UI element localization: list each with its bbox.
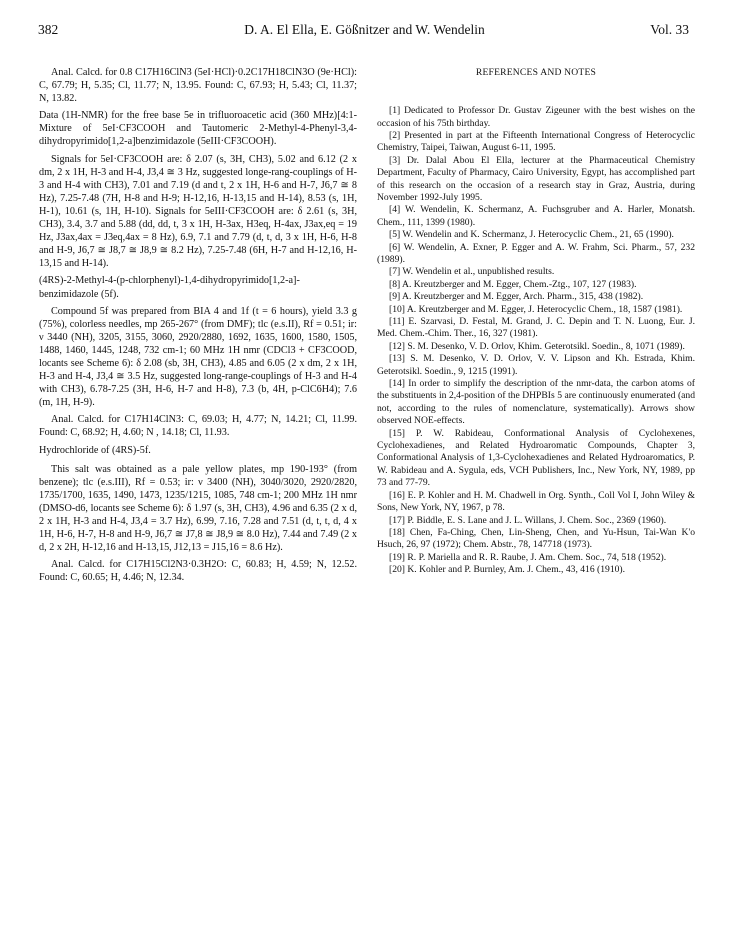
- hydrochloride-heading: Hydrochloride of (4RS)-5f.: [39, 444, 151, 456]
- reference-item: [4] W. Wendelin, K. Schermanz, A. Fuchsgruber and A. Harler, Monatsh. Chem., 111, 1399 (1980).: [377, 204, 695, 228]
- running-authors: D. A. El Ella, E. Gößnitzer and W. Wendelin: [244, 22, 485, 37]
- page-header: [0, 22, 729, 42]
- salt-paragraph: This salt was obtained as a pale yellow plates, mp 190-193° (from benzene); tlc (e.s.III), Rf = 0.53; ir: ν 3400 (NH), 3040/3020, 2920/2820, 1735/1700, 1635, 1490, 1473, 1235/1215, 1085, 748 cm-1; 200 MHz 1H nmr (DMSO-d6, locants see Scheme 6): δ 1.97 (s, 3H, CH3), 4.96 and 6.35 (2 x d, 2 x 1H, H-3 and H-4, J3,4 = 3.7 Hz), 6.99, 7.16, 7.28 and 7.51 (d, t, t, d, 4 x 1H, H-6, H-7, H-8 and H-9, J6,7 ≅ J7,8 ≅ J8,9 ≅ 8.0 Hz), 7.44 and 7.49 (2 x d, 2 x 2H, H-12,16 and H-13,15, J12,13 = J15,16 = 8.6 Hz).: [39, 463, 357, 554]
- reference-item: [7] W. Wendelin et al., unpublished results.: [389, 266, 555, 278]
- nmr-signals-paragraph: Signals for 5eI·CF3COOH are: δ 2.07 (s, 3H, CH3), 5.02 and 6.12 (2 x dm, 2 x 1H, H-3 and H-4, J3,4 ≅ 3 Hz, suggested longe-rang-couplings of H-3 and H-4 with CH3), 7.01 and 7.19 (d and t, 2 x 1H, H-6 and H-7, J6,7 ≅ 8 Hz), 7.25-7.48 (7H, H-8 and H-9; H-12,16, H-13,15 and H-14), 8.53 (s, 1H, H-1), 10.61 (s, 1H, H-10). Signals for 5eIII·CF3COOH are: δ 2.61 (s, 3H, CH3), 3.4, 3.7 and 5.88 (dd, dd, t, 3 x 1H, H-3ax, H3eq, H-4ax, J3ax,eq = 19 Hz, J3ax,4ax = J3eq,4ax = 8 Hz), 6.9, 7.1 and 7.79 (d, t, d, 3 x 1H, H-6, H-8 and H-9, J6,7 ≅ J8,7 ≅ J8,9 ≅ 8.2 Hz), 7.25-7.48 (6H, H-7 and H-12,16, H-13,15 and H-14).: [39, 153, 357, 270]
- left-column: [39, 66, 357, 588]
- references-heading: REFERENCES AND NOTES: [475, 67, 597, 78]
- reference-item: [5] W. Wendelin and K. Schermanz, J. Heterocyclic Chem., 21, 65 (1990).: [389, 229, 674, 241]
- reference-item: [20] K. Kohler and P. Burnley, Am. J. Chem., 43, 416 (1910).: [389, 564, 626, 576]
- reference-item: [8] A. Kreutzberger and M. Egger, Chem.-Ztg., 107, 127 (1983).: [389, 278, 637, 290]
- reference-item: [18] Chen, Fa-Ching, Chen, Lin-Sheng, Chen, and Yu-Hsun, Tai-Wan K'o Hsuch, 26, 97 (1972); Chem. Abstr., 78, 147718 (1973).: [377, 526, 695, 551]
- reference-item: [16] E. P. Kohler and H. M. Chadwell in Org. Synth., Coll Vol I, John Wiley & Sons, New York, NY, 1967, p 78.: [377, 489, 695, 514]
- analysis-5f-paragraph: Anal. Calcd. for C17H14ClN3: C, 69.03; H, 4.77; N, 14.21; Cl, 11.99. Found: C, 68.92; H, 4.60; N , 14.18; Cl, 11.93.: [39, 414, 357, 439]
- nmr-data-heading: Data (1H-NMR) for the free base 5e in trifluoroacetic acid (360 MHz)[4:1-Mixture of 5eI·CF3COOH and Tautomeric 2-Methyl-4-Phenyl-3,4-dihydropyrimido[1,2-a]benzimidazole (5eIII·CF3COOH).: [39, 110, 357, 148]
- reference-item: [17] P. Biddle, E. S. Lane and J. L. Willans, J. Chem. Soc., 2369 (1960).: [389, 514, 667, 526]
- reference-item: [19] R. P. Mariella and R. R. Raube, J. Am. Chem. Soc., 74, 518 (1952).: [389, 551, 667, 563]
- reference-item: [13] S. M. Desenko, V. D. Orlov, V. V. Lipson and Kh. Estrada, Khim. Geterotsikl. Soedin., 9, 1215 (1991).: [377, 353, 695, 377]
- reference-item: [3] Dr. Dalal Abou El Ella, lecturer at the Pharmaceutical Chemistry Department, Faculty of Pharmacy, Cairo University, Egypt, has accomplished part of this research on the occasion of a research stay in Graz, Austria, during November 1992-July 1995.: [377, 154, 695, 203]
- analysis-salt-paragraph: Anal. Calcd. for C17H15Cl2N3·0.3H2O: C, 60.83; H, 4.59; N, 12.52. Found: C, 60.65; H, 4.46; N, 12.34.: [39, 559, 357, 584]
- reference-item: [2] Presented in part at the Fifteenth International Congress of Heterocyclic Chemistry, Taipei, Taiwan, August 6-11, 1995.: [377, 129, 695, 154]
- reference-item: [12] S. M. Desenko, V. D. Orlov, Khim. Geterotsikl. Soedin., 8, 1071 (1989).: [389, 340, 685, 352]
- page-number: 382: [38, 22, 59, 37]
- reference-item: [15] P. W. Rabideau, Conformational Analysis of Cyclohexenes, Cyclohexadienes, and Related Hydroaromatic Compounds, Chapter 3, Conformational Analysis of 1,3-Cyclohexadienes and Related Hydroaromatics, P. W. Rabideau and A. Sygula, eds, VCH Publishers, Inc., New York, NY, 1989, pp 73 and 77-79.: [377, 427, 695, 489]
- reference-item: [10] A. Kreutzberger and M. Egger, J. Heterocyclic Chem., 18, 1587 (1981).: [389, 303, 683, 315]
- reference-item: [1] Dedicated to Professor Dr. Gustav Zigeuner with the best wishes on the occasion of his 75th birthday.: [377, 105, 695, 129]
- volume-label: Vol. 33: [650, 22, 689, 37]
- right-column: [377, 66, 695, 577]
- reference-item: [14] In order to simplify the description of the nmr-data, the carbon atoms of the substituents in 2,4-position of the DHPBIs 5 are continuously enumerated (and not, according to the rules of nomenclature, systematically). Arrows show observed NOE-effects.: [377, 378, 695, 427]
- compound-title: (4RS)-2-Methyl-4-(p-chlorphenyl)-1,4-dihydropyrimido[1,2-a]-benzimidazole (5f).: [39, 275, 300, 300]
- compound-5f-paragraph: Compound 5f was prepared from BIA 4 and 1f (t = 6 hours), yield 3.3 g (75%), colorless needles, mp 265-267° (from DMF); tlc (e.s.II), Rf = 0.51; ir: ν 3440 (NH), 3205, 3155, 3060, 2920/2880, 1692, 1635, 1600, 1580, 1505, 1488, 1460, 1445, 1248, 732 cm-1; 60 MHz 1H nmr (CDCl3 + CF3COOD, locants see Scheme 6): δ 2.08 (sb, 3H, CH3), 4.85 and 6.05 (2 x dm, 2 x 1H, H-3 and H-4, J3,4 ≅ 3.5 Hz, suggested long-range-couplings of H-3 and H-4 with CH3), 6.78-7.25 (3H, H-6, H-7 and H-8), 7.3 (b, 4H, p-ClC6H4); 7.6 (m, 1H, H-9).: [39, 305, 357, 409]
- reference-item: [11] E. Szarvasi, D. Festal, M. Grand, J. C. Depin and T. N. Luong, Eur. J. Med. Chem.-Chim. Ther., 16, 327 (1981).: [377, 316, 695, 340]
- reference-item: [6] W. Wendelin, A. Exner, P. Egger and A. W. Frahm, Sci. Pharm., 57, 232 (1989).: [377, 241, 695, 265]
- analysis-paragraph: Anal. Calcd. for 0.8 C17H16ClN3 (5eI·HCl)·0.2C17H18ClN3O (9e·HCl): C, 67.79; H, 5.35; Cl, 11.77; N, 13.95. Found: C, 67.93; H, 5.43; Cl, 11.37; N, 13.82.: [39, 67, 357, 105]
- reference-item: [9] A. Kreutzberger and M. Egger, Arch. Pharm., 315, 438 (1982).: [389, 291, 644, 303]
